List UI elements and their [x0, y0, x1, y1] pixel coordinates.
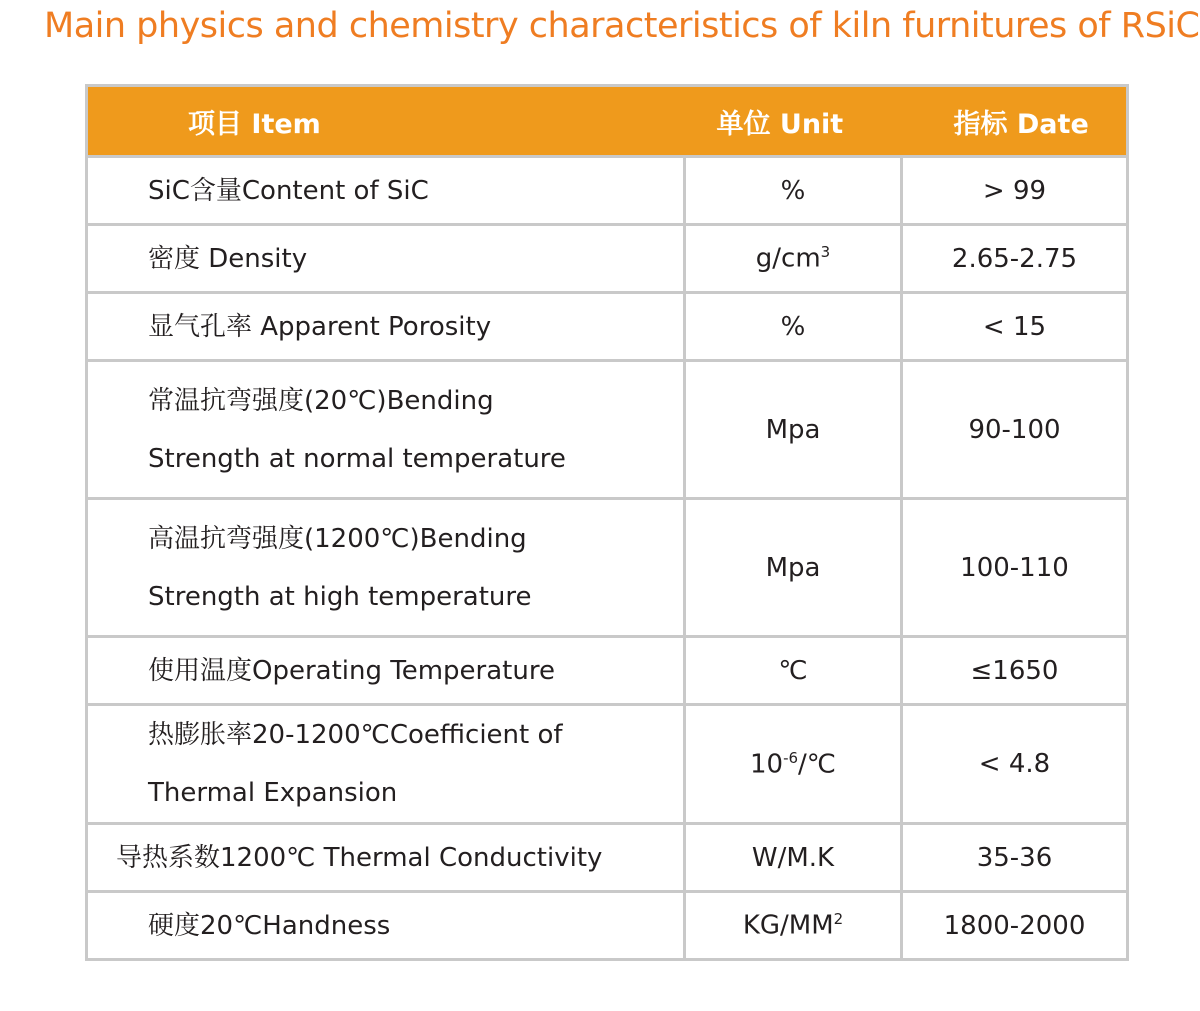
- unit-cell: [685, 499, 902, 637]
- item-line: Strength at high temperature: [148, 581, 532, 612]
- item-line: 导热系数1200℃ Thermal Conductivity: [116, 842, 603, 873]
- item-cell: [87, 637, 685, 705]
- table-row: [87, 705, 1128, 824]
- table-row: [87, 225, 1128, 293]
- value-cell: 35-36: [902, 824, 1128, 892]
- value-cell: > 99: [902, 157, 1128, 225]
- item-cell: [87, 705, 685, 824]
- unit-cell: [685, 157, 902, 225]
- item-line: Thermal Expansion: [148, 778, 398, 808]
- unit-text: W/M.K: [751, 842, 835, 873]
- unit-cell: [685, 361, 902, 499]
- table-row: [87, 293, 1128, 361]
- item-cell: [87, 892, 685, 960]
- item-cell: [87, 824, 685, 892]
- unit-suffix: /℃: [798, 749, 837, 780]
- item-cell: [87, 225, 685, 293]
- table-row: [87, 499, 1128, 637]
- unit-text: KG/MM: [742, 910, 834, 941]
- value-cell: 90-100: [902, 361, 1128, 499]
- item-line: 常温抗弯强度(20℃)Bending: [148, 385, 494, 416]
- unit-cell: [685, 225, 902, 293]
- unit-text: ℃: [778, 655, 808, 686]
- value-cell: ≤1650: [902, 637, 1128, 705]
- item-line: 显气孔率 Apparent Porosity: [148, 311, 492, 342]
- value-cell: 1800-2000: [902, 892, 1128, 960]
- unit-text: %: [780, 175, 806, 206]
- item-line: 密度 Density: [148, 243, 308, 274]
- unit-cell: [685, 293, 902, 361]
- item-line: 高温抗弯强度(1200℃)Bending: [148, 523, 527, 554]
- item-cell: [87, 361, 685, 499]
- page-title: Main physics and chemistry characteristics of kiln furnitures of RSiC: [44, 6, 1200, 46]
- table-header-row: [87, 86, 1128, 157]
- table-row: [87, 824, 1128, 892]
- value-cell: < 15: [902, 293, 1128, 361]
- item-cell: [87, 293, 685, 361]
- properties-table: [85, 84, 1129, 961]
- unit-cell: [685, 824, 902, 892]
- item-cell: [87, 157, 685, 225]
- unit-text: 10: [749, 749, 784, 780]
- unit-text: g/cm: [755, 243, 821, 274]
- unit-cell: [685, 637, 902, 705]
- unit-text: Mpa: [765, 552, 821, 583]
- item-cell: [87, 499, 685, 637]
- item-line: 热膨胀率20-1200℃Coefficient of: [148, 720, 563, 750]
- item-line: 使用温度Operating Temperature: [148, 655, 555, 686]
- table-row: [87, 361, 1128, 499]
- item-line: 硬度20℃Handness: [148, 910, 391, 941]
- unit-superscript: 3: [820, 243, 831, 262]
- header-unit: 单位 Unit: [685, 86, 902, 157]
- table-row: [87, 892, 1128, 960]
- table-row: [87, 157, 1128, 225]
- table-row: [87, 637, 1128, 705]
- value-cell: < 4.8: [902, 705, 1128, 824]
- value-cell: 100-110: [902, 499, 1128, 637]
- item-line: SiC含量Content of SiC: [148, 175, 429, 206]
- item-line: Strength at normal temperature: [148, 443, 566, 474]
- unit-cell: [685, 892, 902, 960]
- unit-text: %: [780, 311, 806, 342]
- unit-superscript: 2: [833, 910, 844, 929]
- unit-text: Mpa: [765, 414, 821, 445]
- unit-cell: [685, 705, 902, 824]
- header-data: 指标 Date: [902, 86, 1128, 157]
- header-item: 项目 Item: [87, 86, 685, 157]
- unit-superscript: -6: [783, 748, 799, 767]
- value-cell: 2.65-2.75: [902, 225, 1128, 293]
